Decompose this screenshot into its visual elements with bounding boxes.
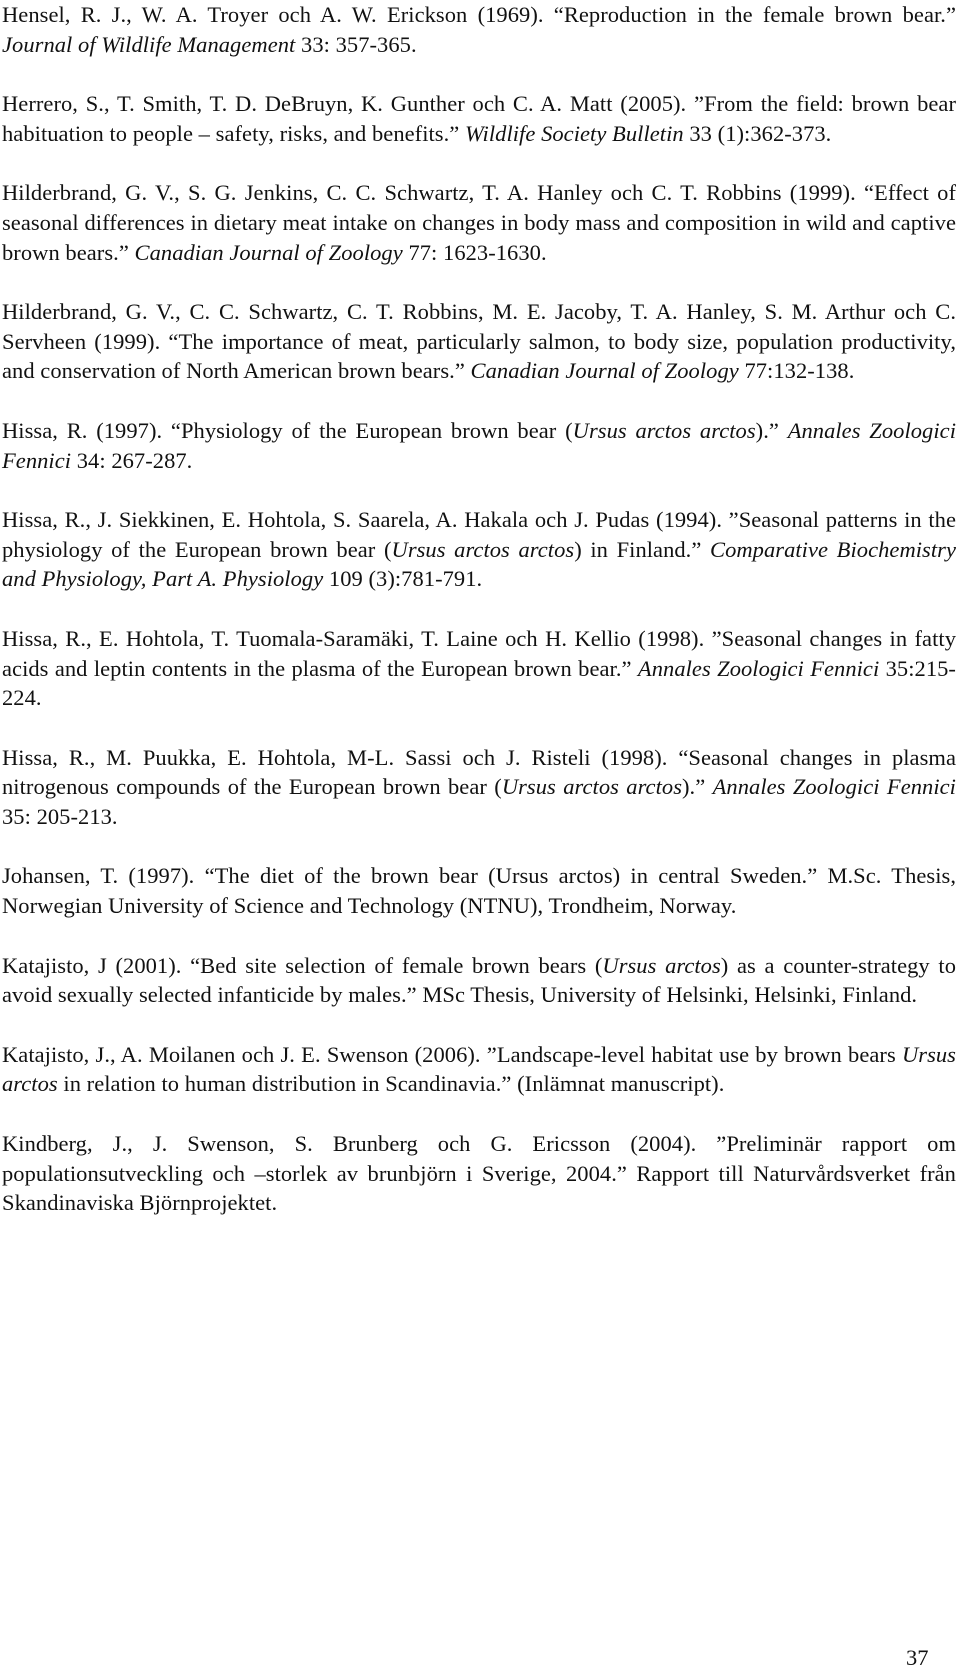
- reference-italic-text: Annales Zoologici Fennici: [2, 417, 956, 473]
- reference-text: 33 (1):362-373.: [683, 120, 832, 146]
- reference-text: Herrero, S., T. Smith, T. D. DeBruyn, K. Gunther och C. A. Matt (2005). ”From the field: brown bear habituation to people – safety, risks, and benefits.”: [2, 91, 956, 146]
- reference-text: 35:215-224.: [2, 655, 956, 711]
- reference-text: ) in Finland.”: [574, 536, 711, 562]
- reference-text: Hilderbrand, G. V., S. G. Jenkins, C. C. Schwartz, T. A. Hanley och C. T. Robbins (1999). “Effect of seasonal differences in dietary meat intake on changes in body mass and composition in wild and captive brown bears.”: [2, 180, 956, 265]
- reference-italic-text: Canadian Journal of Zoology: [470, 358, 739, 384]
- reference-text: 77: 1623-1630.: [402, 239, 547, 265]
- reference-italic-text: Canadian Journal of Zoology: [134, 239, 403, 265]
- reference-entry: [2, 297, 956, 386]
- reference-italic-text: Journal of Wildlife Management: [2, 31, 296, 57]
- reference-italic-text: Ursus arctos: [602, 952, 721, 978]
- reference-text: Hissa, R., J. Siekkinen, E. Hohtola, S. Saarela, A. Hakala och J. Pudas (1994). ”Seasonal patterns in the physiology of the European brown bear (: [2, 507, 956, 562]
- page-number: 37: [906, 1645, 929, 1670]
- reference-entry: [2, 178, 956, 267]
- reference-italic-text: Wildlife Society Bulletin: [465, 120, 684, 146]
- reference-entry: [2, 416, 956, 475]
- reference-text: 77:132-138.: [738, 358, 855, 384]
- reference-text: ).”: [755, 417, 788, 443]
- reference-entry: [2, 861, 956, 920]
- reference-entry: [2, 624, 956, 713]
- reference-entry: [2, 743, 956, 832]
- reference-text: in relation to human distribution in Scandinavia.” (Inlämnat manuscript).: [57, 1071, 725, 1097]
- reference-italic-text: Ursus arctos arctos: [391, 536, 575, 562]
- reference-text: Katajisto, J (2001). “Bed site selection of female brown bears (: [2, 952, 603, 978]
- reference-italic-text: Ursus arctos arctos: [572, 417, 756, 443]
- reference-italic-text: Annales Zoologici Fennici: [637, 655, 880, 681]
- reference-entry: [2, 951, 956, 1010]
- reference-text: ).”: [682, 774, 713, 800]
- reference-text: ) as a counter-strategy to avoid sexually selected infanticide by males.” MSc Thesis, University of Helsinki, Helsinki, Finland.: [2, 952, 956, 1008]
- reference-text: Johansen, T. (1997). “The diet of the brown bear (Ursus arctos) in central Sweden.” M.Sc. Thesis, Norwegian University of Science and Technology (NTNU), Trondheim, Norway.: [2, 863, 956, 919]
- reference-text: Hissa, R. (1997). “Physiology of the European brown bear (: [2, 417, 573, 443]
- reference-text: Katajisto, J., A. Moilanen och J. E. Swenson (2006). ”Landscape-level habitat use by brown bears: [2, 1041, 902, 1067]
- reference-italic-text: Annales Zoologici Fennici: [712, 774, 956, 800]
- reference-entry: [2, 89, 956, 148]
- reference-text: 33: 357-365.: [295, 31, 417, 57]
- reference-entry: [2, 505, 956, 594]
- reference-text: 35: 205-213.: [2, 803, 118, 829]
- reference-entry: [2, 1040, 956, 1099]
- reference-text: Hensel, R. J., W. A. Troyer och A. W. Erickson (1969). “Reproduction in the female brown bear.”: [2, 2, 956, 27]
- reference-italic-text: Comparative Biochemistry and Physiology, Part A. Physiology: [2, 536, 956, 592]
- reference-text: Hissa, R., E. Hohtola, T. Tuomala-Saramäki, T. Laine och H. Kellio (1998). ”Seasonal changes in fatty acids and leptin contents in the plasma of the European brown bear.”: [2, 625, 956, 681]
- reference-italic-text: Ursus arctos: [2, 1041, 956, 1097]
- reference-entry: [2, 0, 956, 59]
- reference-text: 34: 267-287.: [71, 447, 193, 473]
- reference-text: Kindberg, J., J. Swenson, S. Brunberg och G. Ericsson (2004). ”Preliminär rapport om populationsutveckling och –storlek av brunbjörn i Sverige, 2004.” Rapport till Naturvårdsverket från Skandinaviska Björnprojektet.: [2, 1131, 956, 1216]
- reference-entry: [2, 1129, 956, 1218]
- reference-text: Hilderbrand, G. V., C. C. Schwartz, C. T. Robbins, M. E. Jacoby, T. A. Hanley, S. M. Arthur och C. Servheen (1999). “The importance of meat, particularly salmon, to body size, population productivity, and conservation of North American brown bears.”: [2, 299, 956, 384]
- reference-italic-text: Ursus arctos arctos: [501, 774, 683, 800]
- reference-text: Hissa, R., M. Puukka, E. Hohtola, M-L. Sassi och J. Risteli (1998). “Seasonal changes in plasma nitrogenous compounds of the European brown bear (: [2, 744, 956, 800]
- reference-list: [2, 0, 956, 1248]
- reference-text: 109 (3):781-791.: [323, 566, 483, 592]
